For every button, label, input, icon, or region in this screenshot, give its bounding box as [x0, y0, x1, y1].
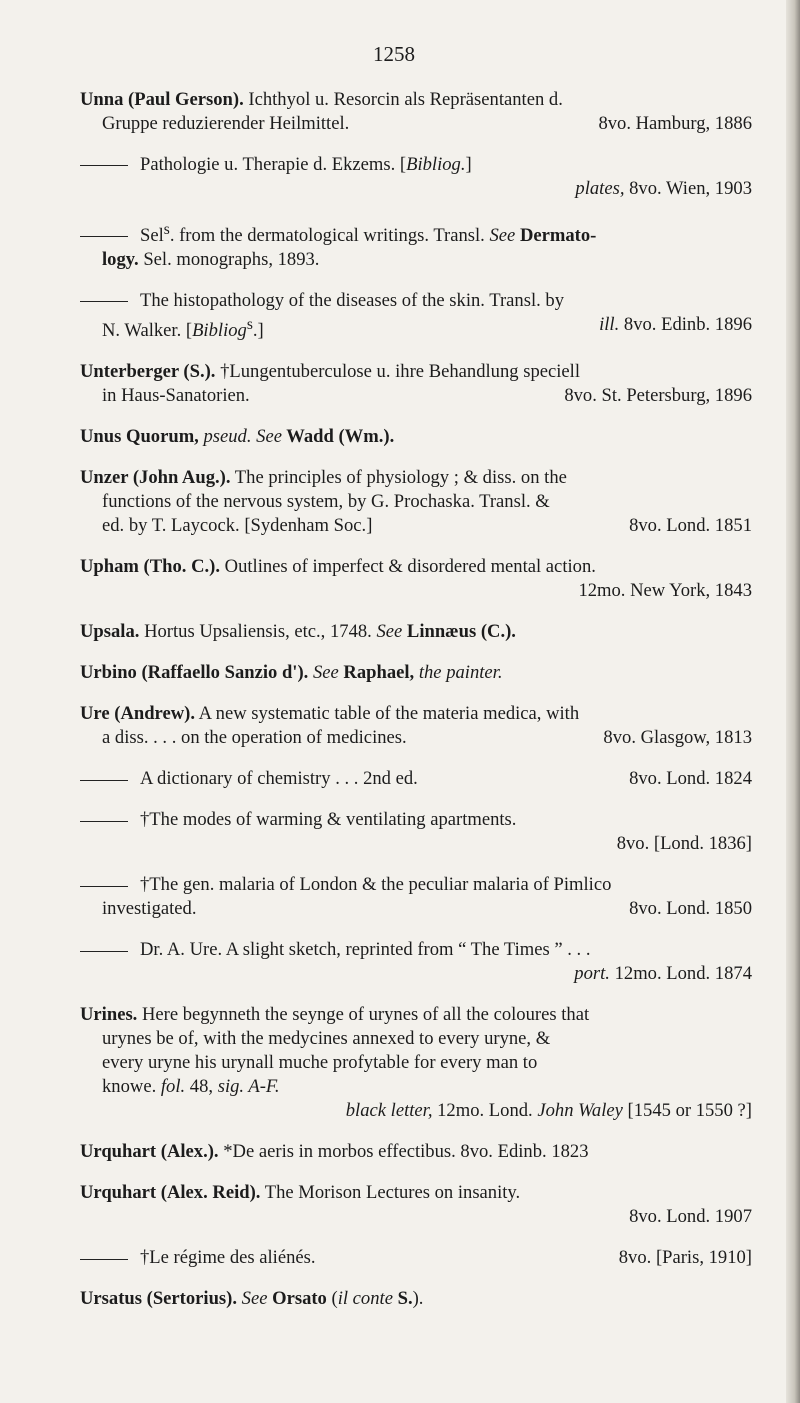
ditto-dash: [80, 780, 128, 781]
entry-ital: Bibliog.: [406, 154, 466, 175]
entry-line: [80, 702, 752, 726]
entry-line: [80, 177, 752, 201]
entry-ital: See: [241, 1288, 268, 1310]
entry-line: [80, 1027, 752, 1051]
entry-text: Hortus Upsaliensis, etc., 1748.: [139, 621, 377, 643]
entry-line: [80, 767, 752, 791]
entry-line: [80, 425, 752, 449]
line-body: [80, 662, 503, 683]
catalogue-entries: [80, 88, 752, 1328]
entry-text: functions of the nervous system, by G. Prochaska. Transl. &: [102, 491, 550, 513]
entry-text3: ).: [412, 1288, 424, 1310]
catalogue-entry: [80, 620, 752, 644]
catalogue-entry: [80, 360, 752, 408]
entry-text: a diss. . . . on the operation of medicines.: [102, 727, 407, 749]
entry-line: [80, 384, 752, 408]
ditto-dash: [80, 301, 128, 302]
ditto-dash: [80, 886, 128, 887]
ditto-dash: [80, 951, 128, 952]
entry-text2: .]: [252, 320, 264, 342]
ditto-dash: [80, 236, 128, 237]
entry-line: [80, 897, 752, 921]
catalogue-entry: [80, 1246, 752, 1270]
entry-tail: 8vo. [Paris, 1910]: [618, 1247, 752, 1269]
entry-text: 12mo. New York, 1843: [578, 580, 752, 602]
line-body: [102, 514, 372, 538]
entry-text: The histopathology of the diseases of the skin. Transl. by: [140, 290, 565, 312]
line-body: [578, 580, 752, 601]
entry-line: [80, 1051, 752, 1075]
entry-bold: logy.: [102, 249, 139, 271]
entry-ital2: John Waley: [537, 1100, 623, 1122]
entry-text2: 48,: [185, 1076, 218, 1098]
line-body: [102, 249, 319, 270]
entry-text: A dictionary of chemistry . . . 2nd ed.: [140, 768, 418, 790]
entry-line: [80, 1181, 752, 1205]
entry-line: [80, 88, 752, 112]
entry-tail: 8vo. Lond. 1851: [629, 515, 752, 537]
entry-text2: [1545 or 1550 ?]: [622, 1100, 752, 1122]
entry-imprint: [603, 726, 752, 750]
entry-text: †Le régime des aliénés.: [140, 1247, 316, 1269]
entry-line: [80, 466, 752, 490]
entry-ital2: the painter.: [414, 662, 503, 684]
entry-text: The Morison Lectures on insanity.: [260, 1182, 521, 1204]
entry-text: N. Walker. [: [102, 320, 193, 342]
entry-text: 8vo. Lond. 1907: [629, 1206, 752, 1228]
line-body: [629, 1206, 752, 1227]
entry-line: [80, 248, 752, 272]
entry-line: [80, 726, 752, 750]
entry-head: Unterberger (S.).: [80, 361, 216, 383]
entry-line: [80, 873, 752, 897]
line-body: [80, 290, 564, 311]
entry-sup: s: [246, 316, 253, 334]
entry-tail-ital: ill.: [599, 314, 620, 336]
catalogue-entry: [80, 88, 752, 136]
entry-sup: s: [163, 221, 170, 238]
entry-text: †The gen. malaria of London & the peculiar malaria of Pimlico: [140, 874, 612, 896]
catalogue-entry: [80, 808, 752, 856]
entry-head: Unzer (John Aug.).: [80, 467, 231, 489]
entry-text: The principles of physiology ; & diss. on the: [230, 467, 567, 489]
entry-line: [80, 938, 752, 962]
catalogue-entry: [80, 555, 752, 603]
line-body: [80, 89, 563, 110]
entry-line: [80, 490, 752, 514]
line-body: [574, 963, 752, 984]
entry-ital2: See: [256, 426, 282, 448]
entry-ital2: sig. A-F.: [217, 1076, 280, 1098]
entry-head: Upham (Tho. C.).: [80, 556, 220, 578]
entry-bold2: Dermato-: [515, 225, 597, 247]
entry-imprint: [599, 313, 752, 343]
catalogue-entry: [80, 289, 752, 343]
entry-head: Unus Quorum,: [80, 426, 199, 448]
catalogue-entry: [80, 1003, 752, 1123]
entry-imprint: [598, 112, 752, 136]
line-body: [80, 767, 418, 791]
entry-text: Gruppe reduzierender Heilmittel.: [102, 113, 350, 134]
entry-text: knowe.: [102, 1076, 161, 1098]
line-body: [102, 1028, 550, 1049]
line-body: [80, 1288, 423, 1309]
catalogue-entry: [80, 938, 752, 986]
entry-ital: pseud.: [198, 426, 252, 448]
line-body: [80, 426, 394, 447]
entry-text: in Haus-Sanatorien.: [102, 385, 250, 407]
entry-head: Urquhart (Alex.).: [80, 1141, 219, 1163]
catalogue-entry: [80, 1181, 752, 1229]
entry-text: urynes be of, with the medycines annexed to every uryne, &: [102, 1028, 551, 1050]
line-body: [80, 556, 596, 577]
line-body: [80, 621, 516, 642]
entry-bold2: Raphael,: [338, 662, 415, 684]
entry-line: [80, 579, 752, 603]
catalogue-entry: [80, 218, 752, 272]
entry-text2: ]: [465, 154, 472, 175]
line-body: [102, 726, 407, 750]
entry-line: [80, 1099, 752, 1123]
entry-ital: port.: [574, 963, 610, 985]
entry-ital: black letter,: [345, 1100, 433, 1122]
entry-line: [80, 153, 752, 177]
entry-text: †The modes of warming & ventilating apartments.: [140, 809, 517, 831]
entry-text: Pathologie u. Therapie d. Ekzems. [: [140, 154, 407, 175]
entry-imprint: [629, 767, 752, 791]
entry-text2: . from the dermatological writings. Transl.: [169, 225, 490, 247]
entry-text: 8vo. [Lond. 1836]: [616, 833, 752, 855]
catalogue-entry: [80, 873, 752, 921]
line-body: [80, 1141, 589, 1162]
line-body: [346, 1100, 752, 1121]
line-body: [575, 178, 752, 199]
entry-head: Urbino (Raffaello Sanzio d').: [80, 662, 309, 684]
entry-ital: See: [489, 225, 516, 247]
entry-tail: 8vo. Glasgow, 1813: [603, 727, 752, 749]
entry-line: [80, 1075, 752, 1099]
entry-tail: 8vo. St. Petersburg, 1896: [564, 385, 752, 407]
entry-head: Urquhart (Alex. Reid).: [80, 1182, 261, 1204]
line-body: [80, 361, 580, 382]
catalogue-entry: [80, 1287, 752, 1311]
entry-text: Sel. monographs, 1893.: [138, 249, 320, 271]
entry-line: [80, 218, 752, 248]
line-body: [102, 1076, 280, 1097]
entry-line: [80, 1246, 752, 1270]
entry-imprint: [619, 1246, 752, 1270]
entry-line: [80, 313, 752, 343]
entry-line: [80, 1205, 752, 1229]
page-edge-shadow: [786, 0, 800, 1403]
entry-ital2: il conte: [337, 1288, 393, 1310]
entry-bold2: Linnæus (C.).: [402, 621, 516, 643]
entry-text: every uryne his urynall muche profytable for every man to: [102, 1052, 538, 1074]
entry-bold2: Orsato: [267, 1288, 327, 1310]
catalogue-entry: [80, 153, 752, 201]
entry-text: Sel: [140, 225, 164, 247]
line-body: [80, 154, 472, 175]
entry-text: Dr. A. Ure. A slight sketch, reprinted from “ The Times ” . . .: [140, 939, 591, 961]
entry-line: [80, 1287, 752, 1311]
entry-text: A new systematic table of the materia medica, with: [195, 703, 580, 725]
entry-ital: Bibliog: [192, 320, 247, 342]
entry-ital: See: [376, 621, 403, 643]
entry-head: Upsala.: [80, 621, 140, 643]
entry-text2: (: [326, 1288, 338, 1310]
entry-bold2: Wadd (Wm.).: [281, 426, 395, 448]
catalogue-entry: [80, 767, 752, 791]
entry-head: Unna (Paul Gerson).: [80, 89, 244, 110]
entry-text: investigated.: [102, 898, 197, 920]
entry-ital: plates,: [575, 178, 625, 199]
entry-text: Ichthyol u. Resorcin als Repräsentanten d.: [243, 89, 563, 110]
line-body: [80, 939, 591, 960]
entry-line: [80, 832, 752, 856]
entry-tail: 8vo. Lond. 1824: [629, 768, 752, 790]
line-body: [80, 703, 579, 724]
line-body: [80, 1004, 589, 1025]
entry-text: 8vo. Wien, 1903: [624, 178, 752, 199]
line-body: [80, 1182, 520, 1203]
line-body: [80, 221, 597, 247]
entry-line: [80, 112, 752, 136]
entry-tail: 8vo. Hamburg, 1886: [598, 113, 752, 134]
catalogue-entry: [80, 702, 752, 750]
entry-imprint: [564, 384, 752, 408]
line-body: [102, 313, 264, 343]
catalogue-entry: [80, 661, 752, 685]
entry-ital: See: [312, 662, 339, 684]
entry-tail: 8vo. Edinb. 1896: [619, 314, 752, 336]
line-body: [80, 467, 567, 488]
entry-line: [80, 1140, 752, 1164]
ditto-dash: [80, 821, 128, 822]
entry-line: [80, 555, 752, 579]
entry-line: [80, 514, 752, 538]
entry-head: Urines.: [80, 1004, 138, 1026]
entry-head: Ursatus (Sertorius).: [80, 1288, 237, 1310]
catalogue-entry: [80, 1140, 752, 1164]
entry-imprint: [629, 897, 752, 921]
entry-line: [80, 808, 752, 832]
line-body: [102, 1052, 537, 1073]
entry-bold3: S.: [392, 1288, 413, 1310]
entry-text: *De aeris in morbos effectibus. 8vo. Edinb. 1823: [218, 1141, 589, 1163]
line-body: [102, 491, 550, 512]
page-number: 1258: [373, 42, 415, 66]
entry-ital: fol.: [160, 1076, 186, 1098]
line-body: [102, 897, 197, 921]
catalogue-entry: [80, 425, 752, 449]
entry-text: ed. by T. Laycock. [Sydenham Soc.]: [102, 515, 373, 537]
line-body: [80, 1246, 316, 1270]
entry-head: Ure (Andrew).: [80, 703, 195, 725]
entry-text: 12mo. Lond.: [432, 1100, 538, 1122]
entry-text: †Lungentuberculose u. ihre Behandlung speciell: [215, 361, 580, 383]
line-body: [102, 384, 250, 408]
line-body: [617, 833, 752, 854]
entry-line: [80, 1003, 752, 1027]
entry-line: [80, 289, 752, 313]
entry-imprint: [629, 514, 752, 538]
entry-text: Outlines of imperfect & disordered mental action.: [220, 556, 596, 578]
ditto-dash: [80, 165, 128, 166]
entry-tail: 8vo. Lond. 1850: [629, 898, 752, 920]
line-body: [80, 809, 516, 830]
entry-text: 12mo. Lond. 1874: [609, 963, 752, 985]
ditto-dash: [80, 1259, 128, 1260]
entry-line: [80, 620, 752, 644]
line-body: [102, 112, 349, 136]
catalogue-entry: [80, 466, 752, 538]
entry-line: [80, 360, 752, 384]
entry-line: [80, 962, 752, 986]
entry-text: Here begynneth the seynge of urynes of all the coloures that: [137, 1004, 590, 1026]
entry-line: [80, 661, 752, 685]
line-body: [80, 874, 611, 895]
